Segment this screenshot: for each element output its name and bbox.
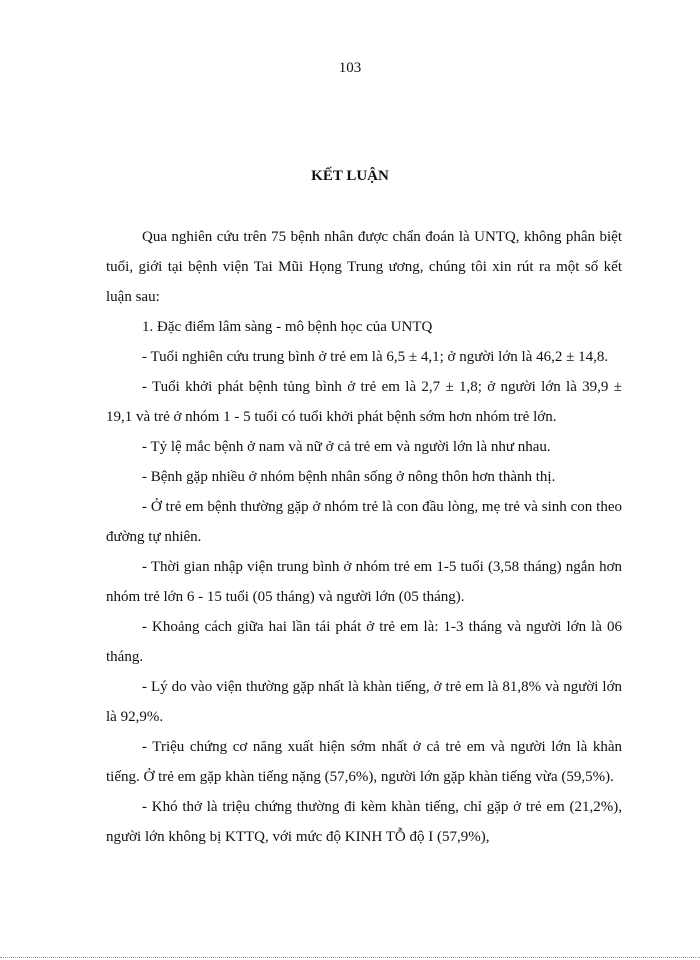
finding-paragraph: - Tỷ lệ mắc bệnh ở nam và nữ ở cả trẻ em và người lớn là như nhau. [142,439,551,455]
finding-paragraph: - Bệnh gặp nhiều ở nhóm bệnh nhân sống ở nông thôn hơn thành thị. [142,469,556,485]
section-title: KẾT LUẬN [311,168,389,184]
finding-paragraph: - Ở trẻ em bệnh thường gặp ở nhóm trẻ là con đầu lòng, mẹ trẻ và sinh con theo đường tự nhiên. [106,499,622,545]
intro-paragraph: Qua nghiên cứu trên 75 bệnh nhân được chẩn đoán là UNTQ, không phân biệt tuổi, giới tại bệnh viện Tai Mũi Họng Trung ương, chúng tôi xin rút ra một số kết luận sau: [106,229,622,305]
subheading-clinical-features: 1. Đặc điểm lâm sàng - mô bệnh học của UNTQ [142,319,433,335]
body-text [106,222,622,852]
finding-paragraph: - Triệu chứng cơ năng xuất hiện sớm nhất ở cả trẻ em và người lớn là khàn tiếng. Ở trẻ em gặp khàn tiếng nặng (57,6%), người lớn gặp khàn tiếng vừa (59,5%). [106,739,622,785]
page-bottom-rule [0,957,700,958]
finding-paragraph: - Tuổi nghiên cứu trung bình ở trẻ em là 6,5 ± 4,1; ở người lớn là 46,2 ± 14,8. [142,349,609,365]
finding-paragraph: - Thời gian nhập viện trung bình ở nhóm trẻ em 1-5 tuổi (3,58 tháng) ngắn hơn nhóm trẻ lớn 6 - 15 tuổi (05 tháng) và người lớn (05 tháng). [106,559,622,605]
finding-paragraph: - Khoảng cách giữa hai lần tái phát ở trẻ em là: 1-3 tháng và người lớn là 06 tháng. [106,619,622,665]
finding-paragraph: - Tuổi khởi phát bệnh tủng bình ở trẻ em là 2,7 ± 1,8; ở người lớn là 39,9 ± 19,1 và trẻ ở nhóm 1 - 5 tuổi có tuổi khởi phát bệnh sớm hơn nhóm trẻ lớn. [106,379,622,425]
finding-paragraph: - Khó thở là triệu chứng thường đi kèm khàn tiếng, chỉ gặp ở trẻ em (21,2%), người lớn không bị KTTQ, với mức độ KINH TỖ độ I (57,9%), [106,799,622,845]
finding-paragraph: - Lý do vào viện thường gặp nhất là khàn tiếng, ở trẻ em là 81,8% và người lớn là 92,9%. [106,679,622,725]
page-number: 103 [338,60,362,76]
